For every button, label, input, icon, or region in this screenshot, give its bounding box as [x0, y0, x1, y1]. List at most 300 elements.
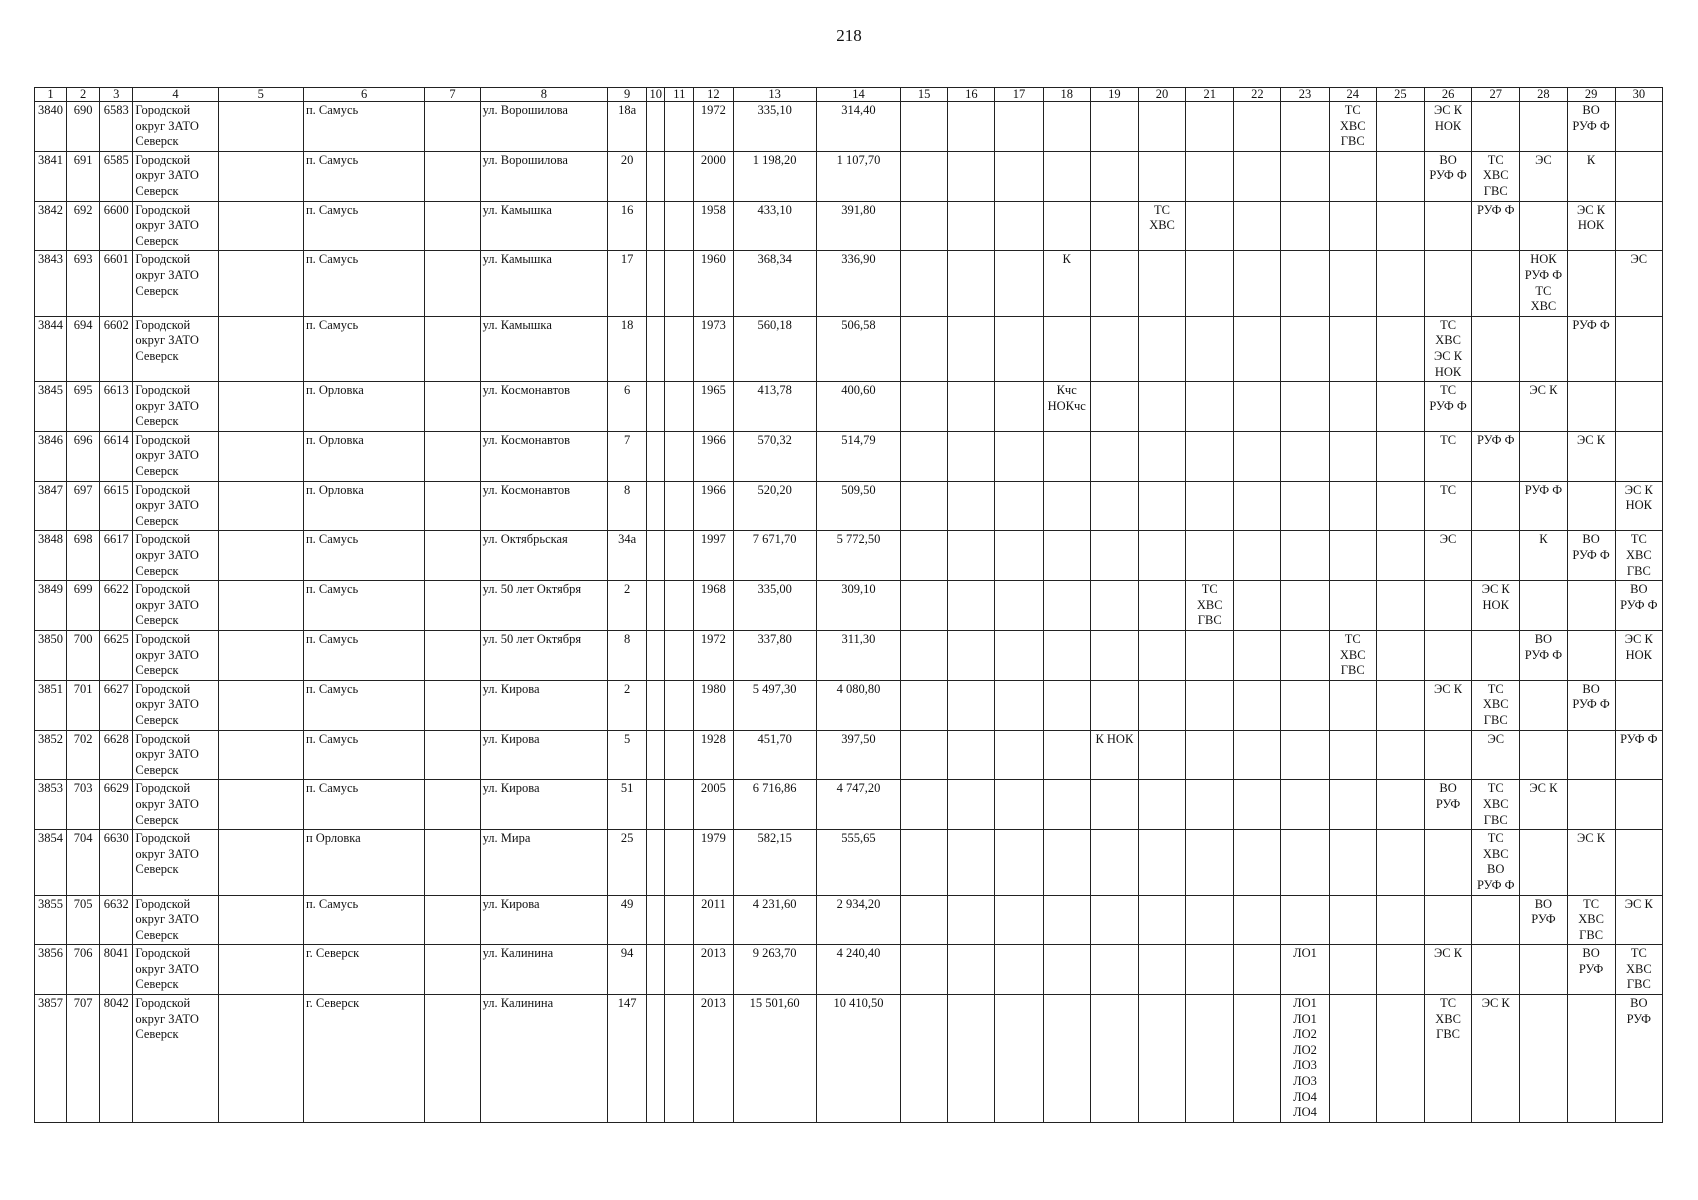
cell-work-col18: Кчс НОКчс [1043, 382, 1090, 432]
cell-work-col16 [948, 631, 995, 681]
cell-sequence-number: 705 [67, 895, 100, 945]
cell-work-col29: ВО РУФ Ф [1567, 680, 1615, 730]
cell-work-col19 [1090, 581, 1138, 631]
cell-street: ул. Кирова [480, 895, 607, 945]
cell-col5 [218, 830, 303, 895]
cell-total-area: 5 497,30 [733, 680, 816, 730]
cell-house-number: 20 [608, 151, 647, 201]
column-header: 15 [901, 88, 948, 102]
cell-col11 [665, 531, 694, 581]
cell-work-col17 [995, 830, 1043, 895]
cell-work-col17 [995, 431, 1043, 481]
cell-work-col18: К [1043, 251, 1090, 316]
cell-work-col22 [1234, 316, 1281, 381]
cell-work-col21 [1186, 995, 1234, 1123]
cell-work-col20 [1138, 531, 1185, 581]
cell-work-col15 [901, 201, 948, 251]
cell-work-col23 [1281, 481, 1329, 531]
table-row [35, 830, 1663, 895]
cell-work-col18 [1043, 895, 1090, 945]
cell-total-area: 7 671,70 [733, 531, 816, 581]
cell-col5 [218, 945, 303, 995]
cell-sequence-number: 692 [67, 201, 100, 251]
cell-col10 [647, 995, 665, 1123]
cell-settlement: г. Северск [303, 945, 424, 995]
cell-living-area: 514,79 [816, 431, 900, 481]
cell-settlement: п. Самусь [303, 151, 424, 201]
cell-col7 [425, 631, 480, 681]
cell-work-col28 [1520, 102, 1567, 152]
column-header: 17 [995, 88, 1043, 102]
cell-work-col21 [1186, 631, 1234, 681]
cell-work-col22 [1234, 730, 1281, 780]
cell-col5 [218, 382, 303, 432]
cell-sequence-number: 701 [67, 680, 100, 730]
cell-work-col15 [901, 151, 948, 201]
cell-street: ул. 50 лет Октября [480, 631, 607, 681]
cell-work-col25 [1376, 780, 1424, 830]
cell-work-col30 [1615, 680, 1662, 730]
cell-sequence-number: 703 [67, 780, 100, 830]
cell-work-col22 [1234, 102, 1281, 152]
cell-district: Городской округ ЗАТО Северск [133, 730, 218, 780]
register-table [34, 87, 1663, 1123]
cell-work-col27 [1472, 382, 1520, 432]
cell-street: ул. Калинина [480, 995, 607, 1123]
cell-work-col24 [1329, 895, 1376, 945]
cell-work-col19 [1090, 830, 1138, 895]
column-header: 12 [694, 88, 733, 102]
cell-work-col30 [1615, 102, 1662, 152]
cell-work-col23 [1281, 631, 1329, 681]
cell-work-col21: ТС ХВС ГВС [1186, 581, 1234, 631]
cell-col7 [425, 102, 480, 152]
cell-work-col25 [1376, 316, 1424, 381]
cell-living-area: 509,50 [816, 481, 900, 531]
cell-street: ул. Калинина [480, 945, 607, 995]
cell-street: ул. Космонавтов [480, 431, 607, 481]
cell-work-col18 [1043, 481, 1090, 531]
cell-work-col26: ТС [1424, 431, 1471, 481]
cell-street: ул. Мира [480, 830, 607, 895]
cell-work-col16 [948, 481, 995, 531]
cell-work-col18 [1043, 431, 1090, 481]
cell-work-col17 [995, 531, 1043, 581]
cell-record-number: 3841 [35, 151, 67, 201]
cell-col7 [425, 581, 480, 631]
cell-work-col19 [1090, 201, 1138, 251]
cell-total-area: 582,15 [733, 830, 816, 895]
cell-work-col25 [1376, 995, 1424, 1123]
cell-work-col27 [1472, 531, 1520, 581]
cell-sequence-number: 695 [67, 382, 100, 432]
cell-work-col27 [1472, 102, 1520, 152]
cell-work-col20 [1138, 102, 1185, 152]
cell-work-col27: ЭС К [1472, 995, 1520, 1123]
table-row [35, 680, 1663, 730]
cell-street: ул. Кирова [480, 730, 607, 780]
cell-work-col17 [995, 201, 1043, 251]
cell-work-col19 [1090, 151, 1138, 201]
cell-work-col24 [1329, 316, 1376, 381]
cell-work-col26: ЭС К [1424, 680, 1471, 730]
cell-district: Городской округ ЗАТО Северск [133, 631, 218, 681]
cell-work-col26 [1424, 895, 1471, 945]
cell-work-col15 [901, 102, 948, 152]
cell-object-id: 6585 [100, 151, 133, 201]
column-header: 18 [1043, 88, 1090, 102]
cell-work-col18 [1043, 631, 1090, 681]
cell-work-col28: НОК РУФ Ф ТС ХВС [1520, 251, 1567, 316]
cell-house-number: 2 [608, 680, 647, 730]
cell-work-col29 [1567, 631, 1615, 681]
cell-work-col16 [948, 531, 995, 581]
cell-col10 [647, 481, 665, 531]
cell-living-area: 400,60 [816, 382, 900, 432]
cell-settlement: п. Самусь [303, 581, 424, 631]
cell-work-col19 [1090, 382, 1138, 432]
cell-work-col17 [995, 382, 1043, 432]
cell-house-number: 25 [608, 830, 647, 895]
table-row [35, 730, 1663, 780]
cell-total-area: 4 231,60 [733, 895, 816, 945]
cell-record-number: 3851 [35, 680, 67, 730]
column-header: 25 [1376, 88, 1424, 102]
cell-living-area: 555,65 [816, 830, 900, 895]
cell-object-id: 6622 [100, 581, 133, 631]
table-row [35, 431, 1663, 481]
cell-work-col16 [948, 382, 995, 432]
cell-record-number: 3857 [35, 995, 67, 1123]
cell-work-col21 [1186, 431, 1234, 481]
cell-work-col15 [901, 895, 948, 945]
cell-work-col27: ТС ХВС ГВС [1472, 151, 1520, 201]
cell-work-col15 [901, 531, 948, 581]
cell-street: ул. Кирова [480, 680, 607, 730]
cell-work-col26: ВО РУФ Ф [1424, 151, 1471, 201]
cell-house-number: 8 [608, 481, 647, 531]
cell-work-col25 [1376, 102, 1424, 152]
cell-work-col27: ЭС [1472, 730, 1520, 780]
cell-house-number: 34а [608, 531, 647, 581]
cell-total-area: 337,80 [733, 631, 816, 681]
cell-col7 [425, 730, 480, 780]
column-header: 10 [647, 88, 665, 102]
cell-record-number: 3845 [35, 382, 67, 432]
cell-col11 [665, 945, 694, 995]
cell-house-number: 8 [608, 631, 647, 681]
cell-col5 [218, 151, 303, 201]
cell-sequence-number: 691 [67, 151, 100, 201]
cell-work-col23 [1281, 382, 1329, 432]
cell-work-col30 [1615, 201, 1662, 251]
cell-work-col25 [1376, 581, 1424, 631]
cell-work-col30 [1615, 382, 1662, 432]
cell-living-area: 10 410,50 [816, 995, 900, 1123]
cell-col10 [647, 581, 665, 631]
cell-year: 1928 [694, 730, 733, 780]
cell-record-number: 3842 [35, 201, 67, 251]
cell-work-col29: ЭС К НОК [1567, 201, 1615, 251]
cell-work-col26: ТС [1424, 481, 1471, 531]
column-header: 22 [1234, 88, 1281, 102]
table-row [35, 316, 1663, 381]
cell-year: 1972 [694, 631, 733, 681]
cell-work-col18 [1043, 995, 1090, 1123]
cell-col11 [665, 201, 694, 251]
cell-work-col24 [1329, 780, 1376, 830]
cell-living-area: 336,90 [816, 251, 900, 316]
cell-work-col20 [1138, 581, 1185, 631]
cell-house-number: 5 [608, 730, 647, 780]
cell-work-col21 [1186, 680, 1234, 730]
cell-work-col25 [1376, 895, 1424, 945]
cell-col11 [665, 631, 694, 681]
cell-object-id: 6583 [100, 102, 133, 152]
cell-record-number: 3844 [35, 316, 67, 381]
cell-col11 [665, 316, 694, 381]
cell-col11 [665, 780, 694, 830]
cell-work-col23: ЛО1 [1281, 945, 1329, 995]
cell-work-col17 [995, 631, 1043, 681]
cell-work-col20 [1138, 316, 1185, 381]
cell-settlement: п. Орловка [303, 382, 424, 432]
cell-work-col26 [1424, 830, 1471, 895]
cell-sequence-number: 700 [67, 631, 100, 681]
cell-year: 1966 [694, 431, 733, 481]
cell-work-col23 [1281, 151, 1329, 201]
cell-work-col28 [1520, 830, 1567, 895]
cell-work-col25 [1376, 431, 1424, 481]
cell-work-col22 [1234, 945, 1281, 995]
cell-work-col23 [1281, 581, 1329, 631]
column-header: 1 [35, 88, 67, 102]
cell-record-number: 3849 [35, 581, 67, 631]
cell-work-col23 [1281, 251, 1329, 316]
cell-col10 [647, 316, 665, 381]
cell-work-col16 [948, 581, 995, 631]
cell-col10 [647, 895, 665, 945]
cell-work-col17 [995, 995, 1043, 1123]
cell-col10 [647, 780, 665, 830]
cell-work-col29: ЭС К [1567, 830, 1615, 895]
cell-work-col15 [901, 830, 948, 895]
cell-settlement: п. Самусь [303, 631, 424, 681]
column-header: 4 [133, 88, 218, 102]
cell-district: Городской округ ЗАТО Северск [133, 945, 218, 995]
cell-work-col24 [1329, 431, 1376, 481]
cell-work-col20 [1138, 680, 1185, 730]
cell-col11 [665, 431, 694, 481]
cell-street: ул. Ворошилова [480, 102, 607, 152]
cell-record-number: 3852 [35, 730, 67, 780]
cell-work-col24 [1329, 251, 1376, 316]
cell-col5 [218, 780, 303, 830]
table-row [35, 531, 1663, 581]
cell-work-col25 [1376, 631, 1424, 681]
cell-house-number: 18а [608, 102, 647, 152]
cell-object-id: 8041 [100, 945, 133, 995]
cell-work-col19 [1090, 995, 1138, 1123]
cell-work-col29 [1567, 581, 1615, 631]
cell-work-col29 [1567, 995, 1615, 1123]
cell-work-col17 [995, 780, 1043, 830]
cell-house-number: 49 [608, 895, 647, 945]
cell-work-col22 [1234, 631, 1281, 681]
cell-work-col15 [901, 481, 948, 531]
cell-work-col28 [1520, 581, 1567, 631]
cell-work-col16 [948, 251, 995, 316]
cell-work-col26: ТС ХВС ГВС [1424, 995, 1471, 1123]
cell-work-col18 [1043, 102, 1090, 152]
cell-settlement: п. Самусь [303, 201, 424, 251]
cell-work-col18 [1043, 830, 1090, 895]
cell-work-col24 [1329, 995, 1376, 1123]
cell-work-col16 [948, 945, 995, 995]
cell-work-col30 [1615, 431, 1662, 481]
cell-work-col20 [1138, 730, 1185, 780]
cell-year: 1979 [694, 830, 733, 895]
cell-house-number: 16 [608, 201, 647, 251]
cell-col7 [425, 382, 480, 432]
cell-work-col19 [1090, 631, 1138, 681]
cell-col11 [665, 151, 694, 201]
cell-work-col30: РУФ Ф [1615, 730, 1662, 780]
cell-work-col20 [1138, 945, 1185, 995]
cell-sequence-number: 699 [67, 581, 100, 631]
cell-work-col22 [1234, 382, 1281, 432]
cell-work-col25 [1376, 201, 1424, 251]
cell-total-area: 560,18 [733, 316, 816, 381]
cell-work-col30 [1615, 151, 1662, 201]
cell-work-col17 [995, 481, 1043, 531]
cell-work-col28 [1520, 680, 1567, 730]
cell-work-col30: ЭС [1615, 251, 1662, 316]
cell-sequence-number: 697 [67, 481, 100, 531]
cell-col7 [425, 151, 480, 201]
cell-work-col21 [1186, 481, 1234, 531]
cell-work-col16 [948, 830, 995, 895]
cell-work-col18 [1043, 945, 1090, 995]
cell-work-col23 [1281, 201, 1329, 251]
column-header: 2 [67, 88, 100, 102]
table-row [35, 102, 1663, 152]
cell-col11 [665, 730, 694, 780]
cell-work-col28: РУФ Ф [1520, 481, 1567, 531]
cell-total-area: 335,10 [733, 102, 816, 152]
cell-work-col21 [1186, 945, 1234, 995]
cell-street: ул. 50 лет Октября [480, 581, 607, 631]
cell-record-number: 3850 [35, 631, 67, 681]
cell-work-col27 [1472, 481, 1520, 531]
cell-col11 [665, 382, 694, 432]
cell-object-id: 6617 [100, 531, 133, 581]
cell-work-col17 [995, 151, 1043, 201]
cell-work-col26: ЭС К НОК [1424, 102, 1471, 152]
cell-work-col23: ЛО1 ЛО1 ЛО2 ЛО2 ЛО3 ЛО3 ЛО4 ЛО4 [1281, 995, 1329, 1123]
cell-work-col17 [995, 895, 1043, 945]
cell-sequence-number: 690 [67, 102, 100, 152]
cell-sequence-number: 694 [67, 316, 100, 381]
table-row [35, 780, 1663, 830]
cell-col11 [665, 581, 694, 631]
cell-work-col28 [1520, 730, 1567, 780]
cell-work-col23 [1281, 102, 1329, 152]
cell-work-col24 [1329, 730, 1376, 780]
cell-col10 [647, 680, 665, 730]
cell-work-col15 [901, 780, 948, 830]
cell-col5 [218, 680, 303, 730]
cell-col7 [425, 680, 480, 730]
cell-house-number: 18 [608, 316, 647, 381]
cell-work-col23 [1281, 895, 1329, 945]
cell-work-col24 [1329, 680, 1376, 730]
cell-col7 [425, 830, 480, 895]
cell-work-col17 [995, 730, 1043, 780]
cell-col5 [218, 631, 303, 681]
cell-year: 1965 [694, 382, 733, 432]
cell-work-col20 [1138, 382, 1185, 432]
cell-work-col27: ЭС К НОК [1472, 581, 1520, 631]
cell-work-col28 [1520, 431, 1567, 481]
cell-object-id: 6627 [100, 680, 133, 730]
cell-house-number: 2 [608, 581, 647, 631]
cell-work-col30: ТС ХВС ГВС [1615, 945, 1662, 995]
cell-work-col26: ТС ХВС ЭС К НОК [1424, 316, 1471, 381]
cell-col10 [647, 830, 665, 895]
cell-work-col29: РУФ Ф [1567, 316, 1615, 381]
cell-settlement: п. Самусь [303, 780, 424, 830]
table-row [35, 151, 1663, 201]
cell-work-col15 [901, 730, 948, 780]
column-header: 3 [100, 88, 133, 102]
cell-col7 [425, 481, 480, 531]
cell-work-col22 [1234, 481, 1281, 531]
cell-record-number: 3843 [35, 251, 67, 316]
cell-work-col22 [1234, 531, 1281, 581]
cell-work-col16 [948, 780, 995, 830]
cell-work-col29: К [1567, 151, 1615, 201]
cell-col10 [647, 102, 665, 152]
cell-work-col20 [1138, 481, 1185, 531]
cell-work-col23 [1281, 830, 1329, 895]
cell-work-col27 [1472, 631, 1520, 681]
column-header: 13 [733, 88, 816, 102]
cell-object-id: 6630 [100, 830, 133, 895]
cell-col10 [647, 251, 665, 316]
cell-work-col20 [1138, 431, 1185, 481]
cell-work-col18 [1043, 780, 1090, 830]
cell-settlement: п Орловка [303, 830, 424, 895]
cell-work-col22 [1234, 780, 1281, 830]
column-header: 8 [480, 88, 607, 102]
cell-total-area: 451,70 [733, 730, 816, 780]
cell-work-col22 [1234, 830, 1281, 895]
cell-district: Городской округ ЗАТО Северск [133, 830, 218, 895]
cell-work-col20 [1138, 251, 1185, 316]
cell-work-col19 [1090, 102, 1138, 152]
cell-district: Городской округ ЗАТО Северск [133, 201, 218, 251]
column-header: 5 [218, 88, 303, 102]
cell-total-area: 9 263,70 [733, 945, 816, 995]
cell-sequence-number: 702 [67, 730, 100, 780]
cell-col11 [665, 680, 694, 730]
cell-work-col28: ЭС [1520, 151, 1567, 201]
cell-year: 2013 [694, 995, 733, 1123]
cell-work-col19 [1090, 531, 1138, 581]
table-row [35, 895, 1663, 945]
cell-district: Городской округ ЗАТО Северск [133, 151, 218, 201]
